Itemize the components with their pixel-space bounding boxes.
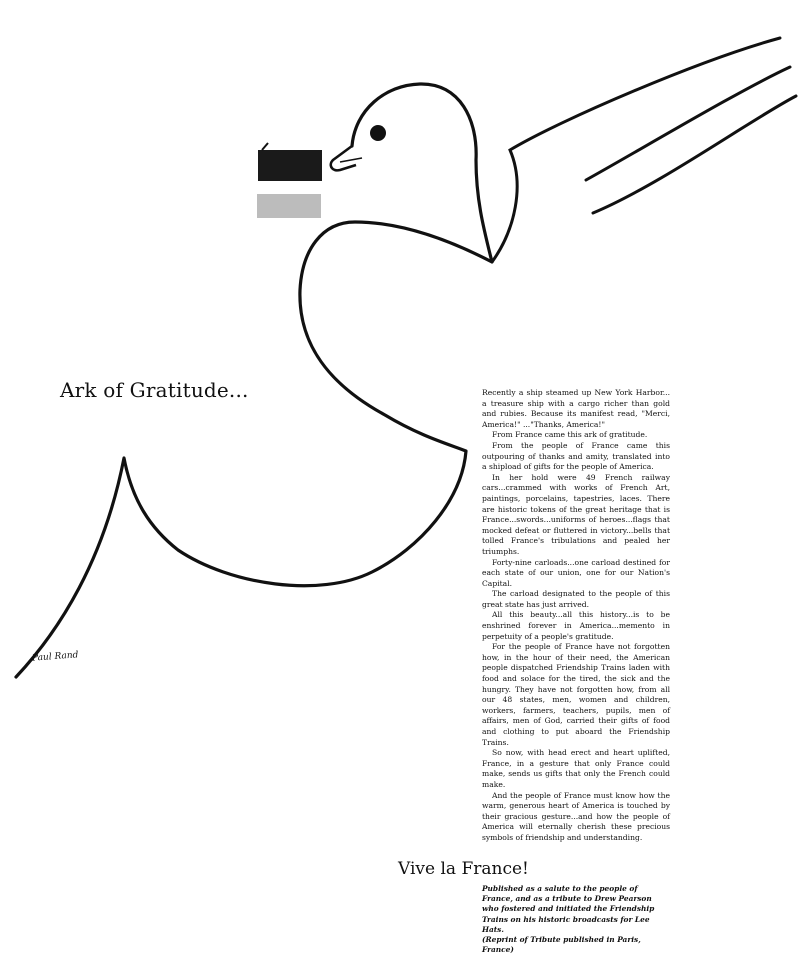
artist-signature: Paul Rand bbox=[31, 650, 79, 664]
body-paragraph: All this beauty...all this history...is to be enshrined forever in America...memento in perpetuity of a people's gratitude. bbox=[482, 610, 670, 641]
credit-reprint: (Reprint of Tribute published in Paris, France) bbox=[482, 935, 641, 955]
body-paragraph: And the people of France must know how the warm, generous heart of America is touched by their gracious gesture...and how the people of America will eternally cherish these precious symbols of friendship and understanding. bbox=[482, 790, 670, 842]
closing-headline: Vive la France! bbox=[398, 859, 529, 879]
body-copy bbox=[482, 388, 670, 844]
dove-wing bbox=[492, 38, 796, 262]
body-paragraph: For the people of France have not forgotten how, in the hour of their need, the American people dispatched Friendship Trains laden with food and solace for the tired, the sick and the hungry. They have not forgotten how, from all our 48 states, men, women and children, workers, farmers, teachers, pupils, men of affairs, men of God, carried their gifts of food and clothing to put aboard the Friendship Trains. bbox=[482, 642, 670, 747]
body-paragraph: In her hold were 49 French railway cars...crammed with works of French Art, paintings, porcelains, tapestries, laces. There are historic tokens of the great heritage that is France...swords...uniforms of heroes...flags that mocked defeat or fluttered in victory...bells that tolled France's tribulations and pealed her triumphs. bbox=[482, 472, 670, 556]
dove-beak-line bbox=[340, 158, 362, 162]
flag-light-stripe bbox=[257, 194, 321, 218]
body-paragraph: Recently a ship steamed up New York Harbor... a treasure ship with a cargo richer than gold and rubies. Because its manifest read, "Merci, America!" ..."Thanks, America!" bbox=[482, 388, 670, 429]
dove-beak bbox=[331, 146, 356, 170]
dove-eye bbox=[370, 125, 386, 141]
body-paragraph: So now, with head erect and heart uplifted, France, in a gesture that only France could make, sends us gifts that only the French could make. bbox=[482, 748, 670, 789]
body-paragraph: From the people of France came this outpouring of thanks and amity, translated into a shipload of gifts for the people of America. bbox=[482, 440, 670, 472]
headline: Ark of Gratitude... bbox=[60, 378, 249, 402]
credit-block bbox=[482, 884, 670, 955]
body-paragraph: From France came this ark of gratitude. bbox=[492, 430, 648, 440]
flag-pole-line bbox=[262, 143, 268, 150]
body-paragraph: The carload designated to the people of this great state has just arrived. bbox=[482, 589, 670, 609]
flag-dark-stripe bbox=[258, 150, 322, 181]
credit-text: Published as a salute to the people of France, and as a tribute to Drew Pearson who fostered and initiated the Friendship Trains on his historic broadcasts for Lee Hats. bbox=[482, 884, 655, 934]
body-paragraph: Forty-nine carloads...one carload destined for each state of our union, one for our Nation's Capital. bbox=[482, 557, 670, 588]
